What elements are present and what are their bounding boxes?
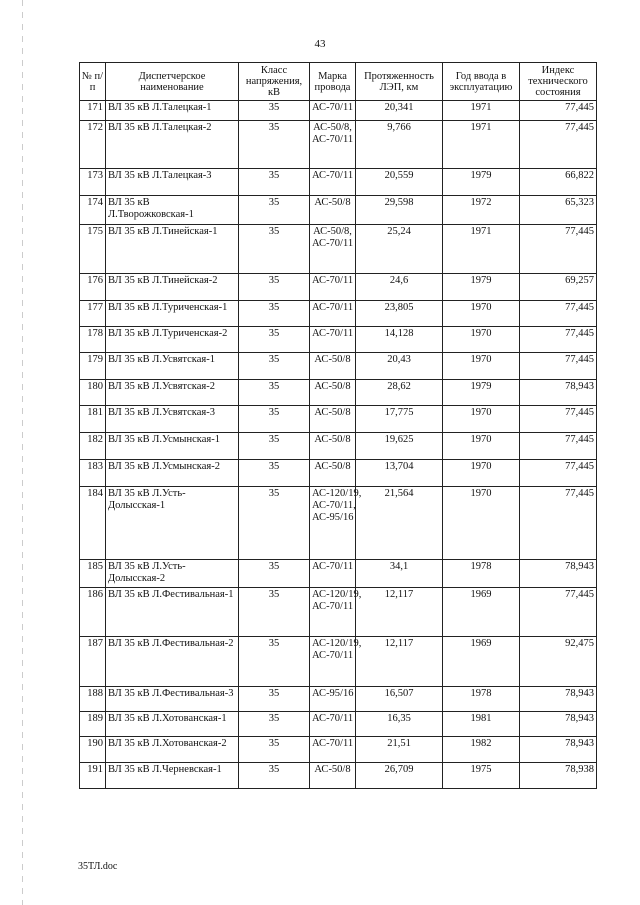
table-row bbox=[80, 196, 597, 225]
cell-commission-year: 1970 bbox=[443, 433, 520, 460]
cell-voltage-class: 35 bbox=[239, 380, 310, 406]
cell-line-name: ВЛ 35 кВ Л.Хотованская-1 bbox=[106, 712, 239, 737]
header-year: Год ввода в эксплуатацию bbox=[443, 63, 520, 101]
page-number: 43 bbox=[314, 38, 326, 50]
cell-voltage-class: 35 bbox=[239, 101, 310, 121]
cell-condition-index: 77,445 bbox=[520, 327, 597, 353]
cell-condition-index: 78,943 bbox=[520, 380, 597, 406]
cell-commission-year: 1969 bbox=[443, 637, 520, 687]
cell-row-number: 191 bbox=[80, 763, 106, 789]
cell-wire-grade: АС-120/19, АС-70/11, АС-95/16 bbox=[310, 487, 356, 560]
cell-line-name: ВЛ 35 кВ Л.Творожковская-1 bbox=[106, 196, 239, 225]
cell-line-length: 14,128 bbox=[356, 327, 443, 353]
table-row bbox=[80, 327, 597, 353]
cell-row-number: 188 bbox=[80, 687, 106, 712]
scan-margin-line bbox=[22, 0, 23, 905]
cell-commission-year: 1979 bbox=[443, 274, 520, 301]
cell-line-name: ВЛ 35 кВ Л.Усвятская-3 bbox=[106, 406, 239, 433]
cell-row-number: 175 bbox=[80, 225, 106, 274]
cell-wire-grade: АС-70/11 bbox=[310, 101, 356, 121]
header-wire: Марка провода bbox=[310, 63, 356, 101]
cell-row-number: 182 bbox=[80, 433, 106, 460]
cell-row-number: 180 bbox=[80, 380, 106, 406]
cell-line-length: 34,1 bbox=[356, 560, 443, 588]
header-voltage: Класс напряжения, кВ bbox=[239, 63, 310, 101]
cell-line-length: 20,43 bbox=[356, 353, 443, 380]
cell-line-name: ВЛ 35 кВ Л.Туриченская-2 bbox=[106, 327, 239, 353]
cell-line-length: 23,805 bbox=[356, 301, 443, 327]
table-row bbox=[80, 274, 597, 301]
cell-condition-index: 78,943 bbox=[520, 687, 597, 712]
cell-row-number: 171 bbox=[80, 101, 106, 121]
cell-commission-year: 1979 bbox=[443, 169, 520, 196]
cell-commission-year: 1969 bbox=[443, 588, 520, 637]
cell-voltage-class: 35 bbox=[239, 737, 310, 763]
cell-voltage-class: 35 bbox=[239, 637, 310, 687]
cell-commission-year: 1975 bbox=[443, 763, 520, 789]
table-row bbox=[80, 101, 597, 121]
table-row bbox=[80, 588, 597, 637]
cell-line-length: 16,35 bbox=[356, 712, 443, 737]
cell-commission-year: 1970 bbox=[443, 327, 520, 353]
cell-line-length: 24,6 bbox=[356, 274, 443, 301]
cell-line-name: ВЛ 35 кВ Л.Усмынская-1 bbox=[106, 433, 239, 460]
cell-voltage-class: 35 bbox=[239, 301, 310, 327]
cell-row-number: 183 bbox=[80, 460, 106, 487]
cell-condition-index: 77,445 bbox=[520, 301, 597, 327]
cell-voltage-class: 35 bbox=[239, 687, 310, 712]
cell-row-number: 173 bbox=[80, 169, 106, 196]
cell-row-number: 185 bbox=[80, 560, 106, 588]
cell-line-length: 28,62 bbox=[356, 380, 443, 406]
cell-voltage-class: 35 bbox=[239, 712, 310, 737]
cell-row-number: 176 bbox=[80, 274, 106, 301]
table-row bbox=[80, 460, 597, 487]
cell-commission-year: 1978 bbox=[443, 560, 520, 588]
cell-wire-grade: АС-70/11 bbox=[310, 169, 356, 196]
cell-commission-year: 1971 bbox=[443, 225, 520, 274]
cell-line-length: 29,598 bbox=[356, 196, 443, 225]
cell-line-name: ВЛ 35 кВ Л.Талецкая-1 bbox=[106, 101, 239, 121]
table-row bbox=[80, 301, 597, 327]
cell-wire-grade: АС-50/8, АС-70/11 bbox=[310, 225, 356, 274]
cell-voltage-class: 35 bbox=[239, 225, 310, 274]
cell-line-length: 20,341 bbox=[356, 101, 443, 121]
cell-wire-grade: АС-120/19, АС-70/11 bbox=[310, 637, 356, 687]
cell-wire-grade: АС-70/11 bbox=[310, 274, 356, 301]
cell-condition-index: 77,445 bbox=[520, 353, 597, 380]
cell-row-number: 174 bbox=[80, 196, 106, 225]
table-row bbox=[80, 637, 597, 687]
cell-voltage-class: 35 bbox=[239, 406, 310, 433]
cell-line-name: ВЛ 35 кВ Л.Усть-Долысская-1 bbox=[106, 487, 239, 560]
cell-voltage-class: 35 bbox=[239, 327, 310, 353]
cell-line-name: ВЛ 35 кВ Л.Фестивальная-2 bbox=[106, 637, 239, 687]
table-row bbox=[80, 225, 597, 274]
cell-wire-grade: АС-50/8, АС-70/11 bbox=[310, 121, 356, 169]
cell-row-number: 190 bbox=[80, 737, 106, 763]
cell-line-name: ВЛ 35 кВ Л.Хотованская-2 bbox=[106, 737, 239, 763]
cell-condition-index: 77,445 bbox=[520, 487, 597, 560]
header-length: Протяженность ЛЭП, км bbox=[356, 63, 443, 101]
header-name: Диспетчерское наименование bbox=[106, 63, 239, 101]
cell-condition-index: 69,257 bbox=[520, 274, 597, 301]
cell-condition-index: 77,445 bbox=[520, 588, 597, 637]
cell-condition-index: 66,822 bbox=[520, 169, 597, 196]
cell-line-length: 12,117 bbox=[356, 637, 443, 687]
cell-wire-grade: АС-50/8 bbox=[310, 763, 356, 789]
cell-condition-index: 77,445 bbox=[520, 460, 597, 487]
cell-row-number: 178 bbox=[80, 327, 106, 353]
cell-line-name: ВЛ 35 кВ Л.Фестивальная-3 bbox=[106, 687, 239, 712]
cell-condition-index: 92,475 bbox=[520, 637, 597, 687]
cell-line-length: 26,709 bbox=[356, 763, 443, 789]
cell-line-length: 9,766 bbox=[356, 121, 443, 169]
cell-voltage-class: 35 bbox=[239, 588, 310, 637]
cell-row-number: 189 bbox=[80, 712, 106, 737]
cell-wire-grade: АС-50/8 bbox=[310, 460, 356, 487]
cell-voltage-class: 35 bbox=[239, 121, 310, 169]
cell-condition-index: 77,445 bbox=[520, 225, 597, 274]
cell-commission-year: 1979 bbox=[443, 380, 520, 406]
cell-row-number: 181 bbox=[80, 406, 106, 433]
cell-condition-index: 78,943 bbox=[520, 712, 597, 737]
cell-line-name: ВЛ 35 кВ Л.Талецкая-2 bbox=[106, 121, 239, 169]
table-row bbox=[80, 763, 597, 789]
cell-condition-index: 77,445 bbox=[520, 406, 597, 433]
cell-commission-year: 1970 bbox=[443, 301, 520, 327]
cell-row-number: 179 bbox=[80, 353, 106, 380]
table-row bbox=[80, 737, 597, 763]
cell-commission-year: 1971 bbox=[443, 121, 520, 169]
table-row bbox=[80, 353, 597, 380]
cell-commission-year: 1972 bbox=[443, 196, 520, 225]
cell-line-length: 21,564 bbox=[356, 487, 443, 560]
cell-wire-grade: АС-95/16 bbox=[310, 687, 356, 712]
cell-commission-year: 1970 bbox=[443, 460, 520, 487]
power-lines-table bbox=[79, 62, 597, 789]
table-row bbox=[80, 121, 597, 169]
cell-wire-grade: АС-50/8 bbox=[310, 353, 356, 380]
cell-line-name: ВЛ 35 кВ Л.Усвятская-1 bbox=[106, 353, 239, 380]
cell-voltage-class: 35 bbox=[239, 274, 310, 301]
cell-voltage-class: 35 bbox=[239, 353, 310, 380]
cell-wire-grade: АС-50/8 bbox=[310, 406, 356, 433]
cell-voltage-class: 35 bbox=[239, 196, 310, 225]
table-row bbox=[80, 560, 597, 588]
cell-row-number: 184 bbox=[80, 487, 106, 560]
header-num: № п/п bbox=[80, 63, 106, 101]
cell-condition-index: 78,938 bbox=[520, 763, 597, 789]
cell-wire-grade: АС-70/11 bbox=[310, 712, 356, 737]
cell-condition-index: 65,323 bbox=[520, 196, 597, 225]
cell-line-length: 12,117 bbox=[356, 588, 443, 637]
table-row bbox=[80, 687, 597, 712]
cell-commission-year: 1982 bbox=[443, 737, 520, 763]
cell-wire-grade: АС-50/8 bbox=[310, 196, 356, 225]
table-header-row bbox=[80, 63, 597, 101]
table-row bbox=[80, 169, 597, 196]
cell-line-name: ВЛ 35 кВ Л.Усвятская-2 bbox=[106, 380, 239, 406]
cell-commission-year: 1970 bbox=[443, 353, 520, 380]
cell-wire-grade: АС-50/8 bbox=[310, 380, 356, 406]
cell-condition-index: 77,445 bbox=[520, 121, 597, 169]
cell-wire-grade: АС-70/11 bbox=[310, 560, 356, 588]
table-body bbox=[80, 101, 597, 789]
cell-line-length: 21,51 bbox=[356, 737, 443, 763]
cell-line-length: 17,775 bbox=[356, 406, 443, 433]
cell-line-name: ВЛ 35 кВ Л.Фестивальная-1 bbox=[106, 588, 239, 637]
cell-line-length: 13,704 bbox=[356, 460, 443, 487]
cell-commission-year: 1978 bbox=[443, 687, 520, 712]
cell-row-number: 187 bbox=[80, 637, 106, 687]
cell-line-name: ВЛ 35 кВ Л.Тинейская-2 bbox=[106, 274, 239, 301]
cell-line-length: 20,559 bbox=[356, 169, 443, 196]
cell-row-number: 186 bbox=[80, 588, 106, 637]
cell-voltage-class: 35 bbox=[239, 169, 310, 196]
cell-voltage-class: 35 bbox=[239, 560, 310, 588]
cell-wire-grade: АС-70/11 bbox=[310, 301, 356, 327]
cell-line-length: 25,24 bbox=[356, 225, 443, 274]
header-index: Индекс технического состояния bbox=[520, 63, 597, 101]
cell-condition-index: 77,445 bbox=[520, 433, 597, 460]
cell-line-name: ВЛ 35 кВ Л.Черневская-1 bbox=[106, 763, 239, 789]
cell-line-name: ВЛ 35 кВ Л.Усть-Долысская-2 bbox=[106, 560, 239, 588]
cell-condition-index: 78,943 bbox=[520, 737, 597, 763]
cell-wire-grade: АС-70/11 bbox=[310, 327, 356, 353]
cell-condition-index: 77,445 bbox=[520, 101, 597, 121]
cell-commission-year: 1971 bbox=[443, 101, 520, 121]
cell-voltage-class: 35 bbox=[239, 487, 310, 560]
cell-commission-year: 1970 bbox=[443, 406, 520, 433]
cell-voltage-class: 35 bbox=[239, 460, 310, 487]
cell-line-length: 19,625 bbox=[356, 433, 443, 460]
cell-line-name: ВЛ 35 кВ Л.Тинейская-1 bbox=[106, 225, 239, 274]
cell-wire-grade: АС-120/19, АС-70/11 bbox=[310, 588, 356, 637]
table-row bbox=[80, 406, 597, 433]
cell-wire-grade: АС-70/11 bbox=[310, 737, 356, 763]
table-row bbox=[80, 380, 597, 406]
cell-row-number: 172 bbox=[80, 121, 106, 169]
footer-filename: 35ТЛ.doc bbox=[78, 861, 118, 872]
cell-condition-index: 78,943 bbox=[520, 560, 597, 588]
cell-line-name: ВЛ 35 кВ Л.Усмынская-2 bbox=[106, 460, 239, 487]
table-row bbox=[80, 433, 597, 460]
cell-commission-year: 1981 bbox=[443, 712, 520, 737]
cell-line-name: ВЛ 35 кВ Л.Талецкая-3 bbox=[106, 169, 239, 196]
table-row bbox=[80, 487, 597, 560]
cell-row-number: 177 bbox=[80, 301, 106, 327]
cell-voltage-class: 35 bbox=[239, 763, 310, 789]
table-row bbox=[80, 712, 597, 737]
cell-line-name: ВЛ 35 кВ Л.Туриченская-1 bbox=[106, 301, 239, 327]
cell-voltage-class: 35 bbox=[239, 433, 310, 460]
cell-wire-grade: АС-50/8 bbox=[310, 433, 356, 460]
cell-line-length: 16,507 bbox=[356, 687, 443, 712]
cell-commission-year: 1970 bbox=[443, 487, 520, 560]
